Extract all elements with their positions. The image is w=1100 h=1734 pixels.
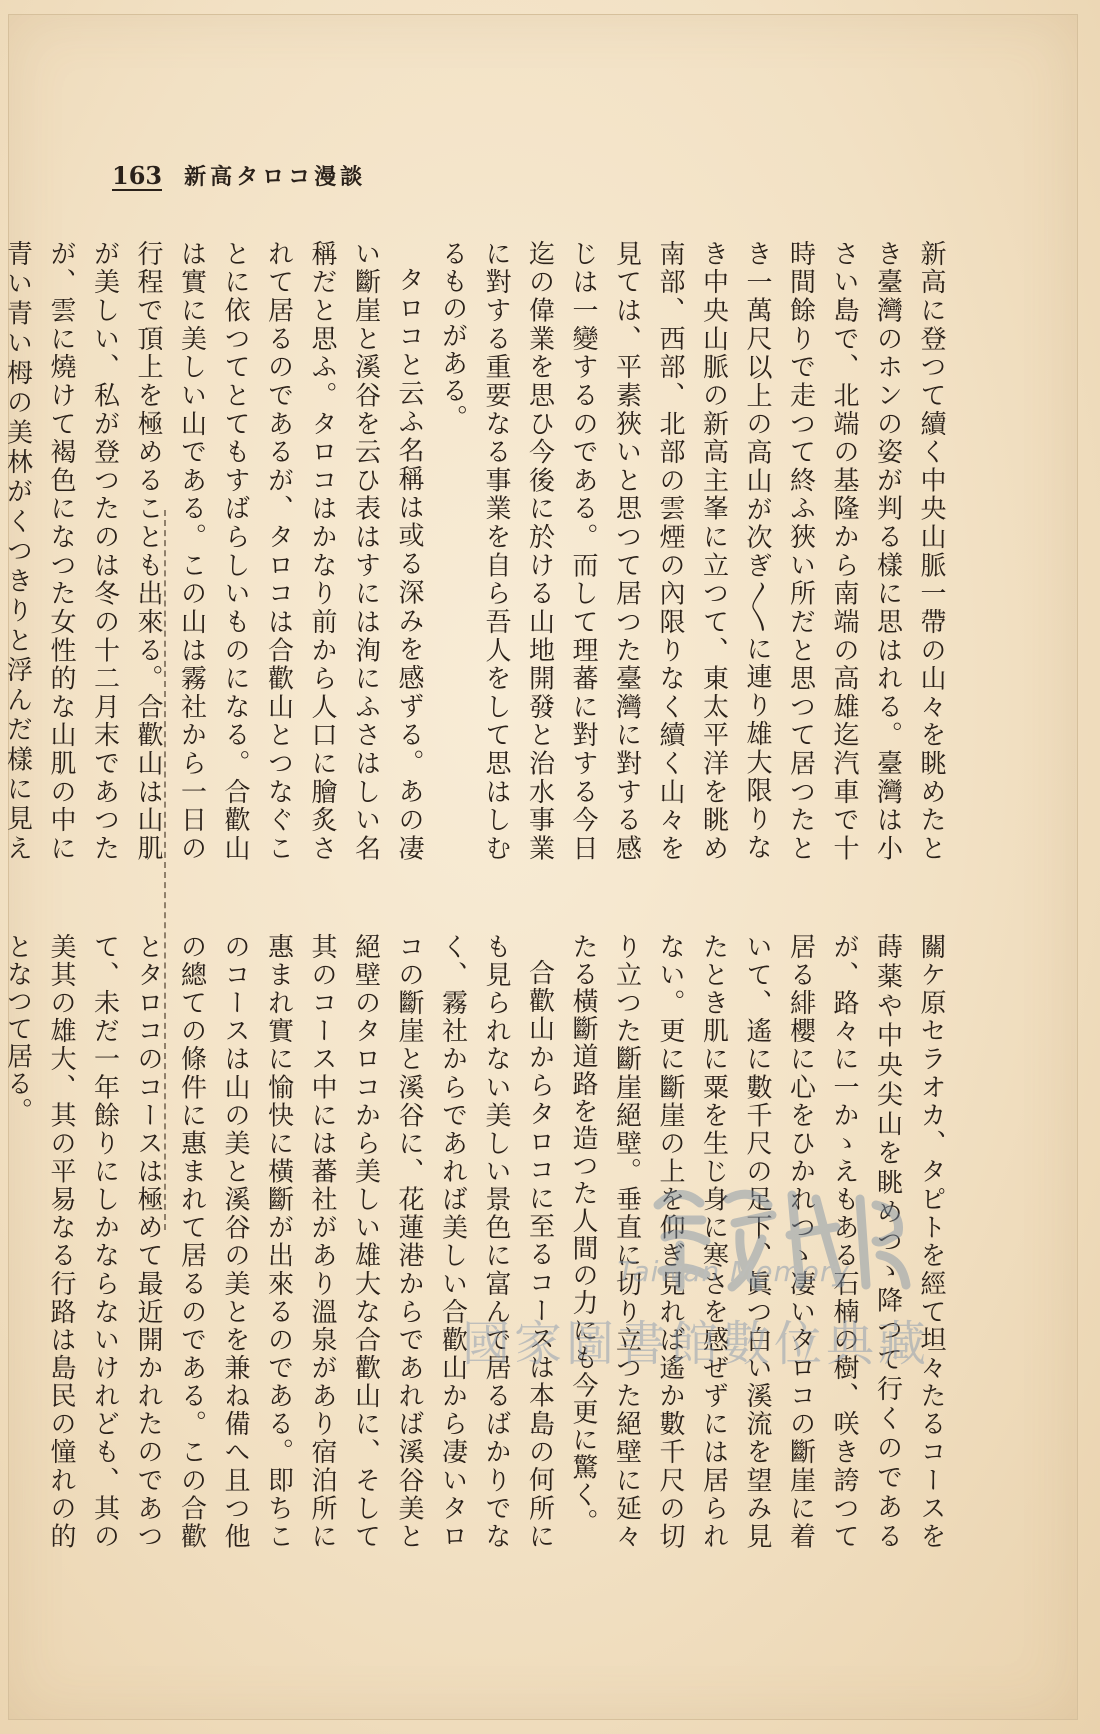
paragraph: 關ケ原セラオカ、タピトを經て坦々たるコースを蒔薬や中央尖山を眺めつゝ降つて行くのであるが、路々に一かゝえもある石楠の樹、咲き誇つて居る緋櫻に心をひかれつゝ凄いタロコの斷崖に着いて、遙に數千尺の足下、眞つ白い溪流を望み見たとき肌に粟を生じ身に寒さを感ぜずには居られない。更に斷崖の上を仰ぎ見れば遙か數千尺の切り立つた斷崖絕壁。垂直に切り立つた絕壁に延々たる橫斷道路を造つた人間の力にも今更に驚く。 bbox=[568, 933, 946, 1550]
running-title: 新高タロコ漫談 bbox=[184, 164, 367, 190]
page-number: 163 bbox=[112, 161, 163, 190]
lower-text-block bbox=[2, 933, 952, 1550]
watermark-caption: 國家圖書館數位典藏 bbox=[461, 1316, 930, 1372]
paragraph: タロコと云ふ名稱は或る深みを感ずる。あの凄い斷崖と溪谷を云ひ表はすには洵にふさはしい名稱だと思ふ。タロコはかなり前から人口に膾炙されて居るのであるが、タロコは合歡山とつなぐことに依つてとてもすばらしいものになる。合歡山は實に美しい山である。この山は霧社から一日の行程で頂上を極めることも出來る。合歡山は山肌が美しい、私が登つたのは冬の十二月末であつたが、雲に燒けて褐色になつた女性的な山肌の中に青い青い栂の美林がくつきりと浮んだ樣に見え bbox=[2, 240, 424, 862]
page-header bbox=[112, 160, 366, 191]
watermark-subtitle: Taiwan Memory bbox=[617, 1255, 850, 1288]
upper-text-block bbox=[2, 240, 952, 862]
paragraph: 新高に登つて續く中央山脈一帶の山々を眺めたとき臺灣のホンの姿が判る樣に思はれる。臺灣は小さい島で、北端の基隆から南端の高雄迄汽車で十時間餘りで走つて終ふ狹い所だと思つて居つたとき一萬尺以上の高山が次ぎ〳〵に連り雄大限りなき中央山脈の新高主峯に立つて、東太平洋を眺め南部、西部、北部の雲煙の內限りなく續く山々を見ては、平素狹いと思つて居つた臺灣に對する感じは一變するのである。而して理蕃に對する今日迄の偉業を思ひ今後に於ける山地開發と治水事業に對する重要なる事業を自ら吾人をして思はしむるものがある。 bbox=[437, 240, 946, 862]
paragraph: 合歡山からタロコに至るコースは本島の何所にも見られない美しい景色に富んで居るばかりでなく、霧社からであれば美しい合歡山から凄いタロコの斷崖と溪谷に、花蓮港からであれば溪谷美と絕壁のタロコから美しい雄大な合歡山に、そして其のコース中には蕃社があり溫泉があり宿泊所に惠まれ實に愉快に橫斷が出來るのである。即ちこのコースは山の美と溪谷の美とを兼ね備へ且つ他の總ての條件に惠まれて居るのである。この合歡とタロコのコースは極めて最近開かれたのであつて、未だ一年餘りにしかならないけれども、其の美其の雄大、其の平易なる行路は島民の憧れの的となつて居る。 bbox=[2, 933, 555, 1550]
